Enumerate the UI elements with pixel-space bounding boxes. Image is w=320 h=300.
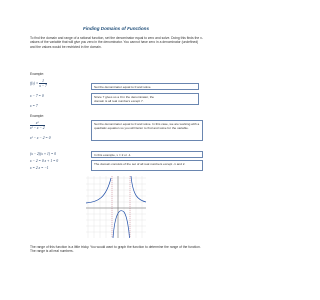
example1-note-box-2 — [91, 93, 199, 105]
intro-paragraph: To find the domain and range of a rational function, set the denominator equal to zero and solve. Doing this finds the x-values of the variable that will give you zero in the denominator. You cannot have zero in a denominator (undefined) and the values would be restricted in the domain. — [30, 36, 203, 49]
example2-step1: x² − x − 2 = 0 — [30, 136, 51, 140]
example2-step2: (x − 2)(x + 1) = 0 — [30, 152, 57, 156]
example1-step1: x − 7 = 0 — [30, 94, 44, 98]
example2-denominator: x² − x − 2 — [30, 126, 45, 130]
example1-fraction — [39, 79, 47, 88]
curve-middle-branch — [113, 211, 130, 238]
example1-label: Example: — [30, 72, 45, 76]
curve-right-branch — [131, 176, 146, 202]
example1-note-2-line2: domain is all real numbers except 7. — [94, 99, 144, 104]
example1-note-box-1 — [91, 83, 199, 90]
example2-note-2-text: In this example, x = 2 or -1 — [94, 153, 131, 157]
page-title: Finding Domains of Functions — [82, 26, 150, 31]
example2-fraction — [30, 121, 45, 130]
example2-note-1-text: Set the denominator equal to 0 and solve. In this case, we are working with a quadratic equation so you will factor to find and solve for the variable. — [94, 122, 200, 131]
example1-function — [30, 79, 47, 88]
example2-step4: x = 2 x = −1 — [30, 166, 49, 170]
graph-gridlines — [86, 176, 146, 238]
example2-numerator: x² — [30, 121, 45, 126]
example1-note-2-line1: Since 7 gives us a 0 in the denominator, the — [94, 95, 155, 99]
example1-step2: x = 7 — [30, 104, 38, 108]
example2-note-box-2 — [91, 151, 203, 158]
example2-function — [30, 121, 45, 130]
example1-numerator: 1 — [39, 79, 47, 84]
example1-function-lhs: f(x) = — [30, 81, 39, 86]
example1-denominator: x − 7 — [39, 84, 47, 88]
example2-note-box-1 — [91, 120, 203, 141]
curve-left-branch — [86, 178, 111, 203]
example2-note-3-text: The domain consists of the set of all real numbers except -1 and 2. — [94, 162, 186, 166]
example1-note-1-text: Set the denominator equal to 0 and solve. — [94, 85, 152, 89]
example2-step3: x − 2 = 0 x + 1 = 0 — [30, 159, 59, 163]
closing-paragraph: The range of this function is a little tricky. You would want to graph the function to determine the range of the function. The range is all real numbers. — [30, 245, 201, 254]
example2-label: Example: — [30, 114, 45, 118]
function-graph — [84, 174, 148, 240]
example2-note-box-3 — [91, 160, 203, 171]
